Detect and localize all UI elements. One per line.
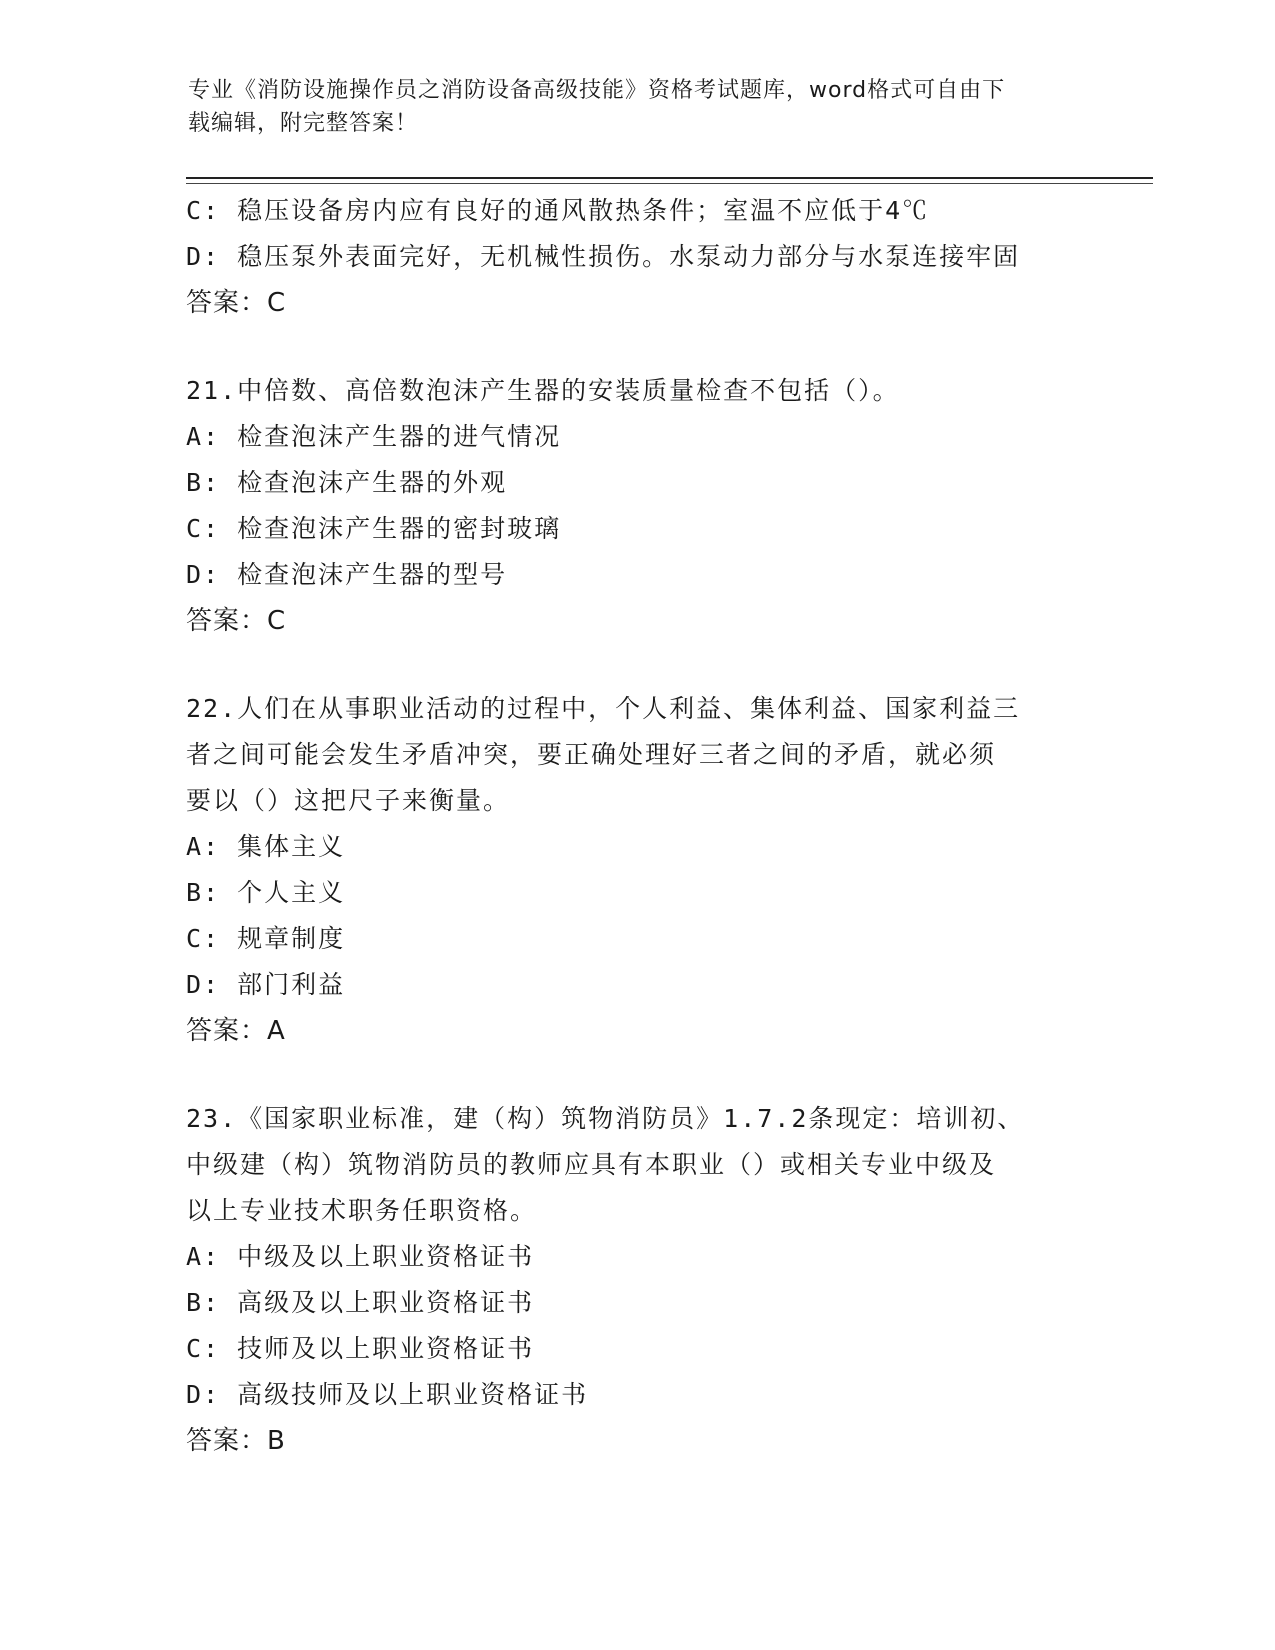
document-header <box>188 74 1068 140</box>
header-line-1: 专业《消防设施操作员之消防设备高级技能》资格考试题库，word格式可自由下 <box>188 78 1006 103</box>
option-d: D: 部门利益 <box>186 970 346 999</box>
option-b: B: 高级及以上职业资格证书 <box>186 1288 535 1317</box>
question-text-line: 者之间可能会发生矛盾冲突，要正确处理好三者之间的矛盾，就必须 <box>186 740 997 769</box>
option-a: A: 中级及以上职业资格证书 <box>186 1242 535 1271</box>
option-a: A: 集体主义 <box>186 832 346 861</box>
option-c: C: 规章制度 <box>186 924 346 953</box>
question-list <box>186 188 1086 1464</box>
question-20-continued <box>186 188 1086 326</box>
option-c: C: 稳压设备房内应有良好的通风散热条件；室温不应低于4℃ <box>186 196 930 225</box>
option-c: C: 技师及以上职业资格证书 <box>186 1334 535 1363</box>
answer-line: 答案：C <box>186 288 287 318</box>
question-text-line: 22.人们在从事职业活动的过程中，个人利益、集体利益、国家利益三 <box>186 694 1021 723</box>
option-b: B: 个人主义 <box>186 878 346 907</box>
option-b: B: 检查泡沫产生器的外观 <box>186 468 508 497</box>
header-divider-thin <box>186 183 1153 184</box>
header-line-2: 载编辑，附完整答案！ <box>188 111 419 136</box>
spacer <box>186 1054 1086 1096</box>
question-23 <box>186 1096 1086 1464</box>
option-a: A: 检查泡沫产生器的进气情况 <box>186 422 562 451</box>
answer-line: 答案：B <box>186 1426 286 1456</box>
option-d: D: 高级技师及以上职业资格证书 <box>186 1380 589 1409</box>
answer-line: 答案：A <box>186 1016 286 1046</box>
option-d: D: 检查泡沫产生器的型号 <box>186 560 508 589</box>
spacer <box>186 644 1086 686</box>
header-divider-thick <box>186 177 1153 179</box>
question-21 <box>186 368 1086 644</box>
option-c: C: 检查泡沫产生器的密封玻璃 <box>186 514 562 543</box>
question-text-line: 21.中倍数、高倍数泡沫产生器的安装质量检查不包括（）。 <box>186 376 900 405</box>
question-text-line: 23.《国家职业标准，建（构）筑物消防员》1.7.2条现定：培训初、 <box>186 1104 1025 1133</box>
question-text-line: 以上专业技术职务任职资格。 <box>186 1196 538 1225</box>
option-d: D: 稳压泵外表面完好，无机械性损伤。水泵动力部分与水泵连接牢固 <box>186 242 1021 271</box>
answer-line: 答案：C <box>186 606 287 636</box>
question-text-line: 要以（）这把尺子来衡量。 <box>186 786 511 815</box>
spacer <box>186 326 1086 368</box>
question-text-line: 中级建（构）筑物消防员的教师应具有本职业（）或相关专业中级及 <box>186 1150 997 1179</box>
question-22 <box>186 686 1086 1054</box>
